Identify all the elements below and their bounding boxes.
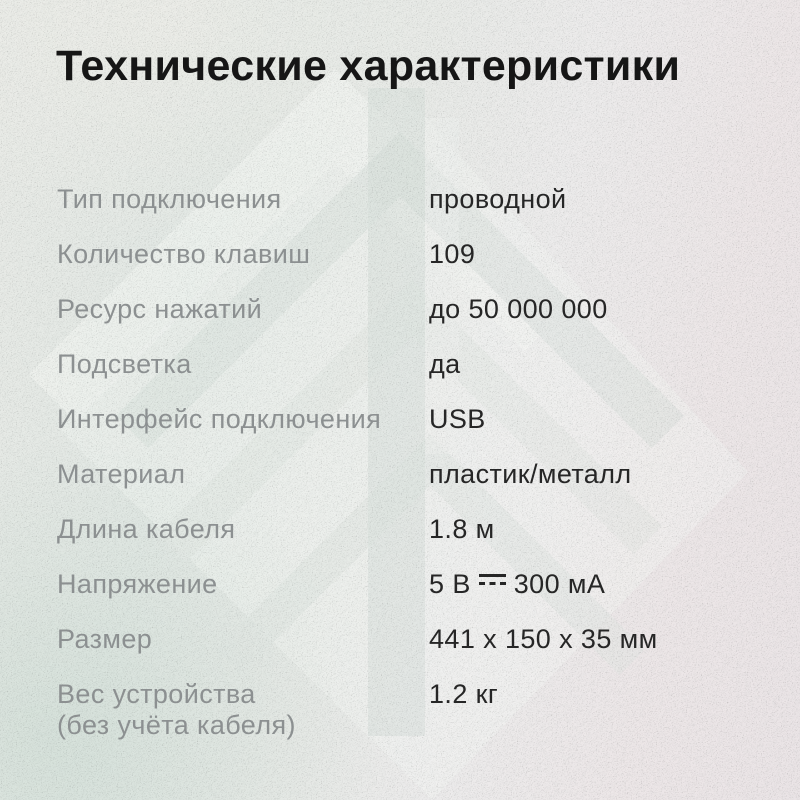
spec-value	[429, 569, 767, 600]
spec-label	[57, 679, 429, 741]
spec-value: пластик/металл	[429, 459, 632, 489]
spec-row-material	[57, 459, 767, 514]
spec-value: 441 х 150 х 35 мм	[429, 624, 658, 654]
spec-row-voltage	[57, 569, 767, 624]
spec-row-size	[57, 624, 767, 679]
spec-value: 109	[429, 239, 476, 269]
direct-current-icon	[479, 574, 506, 588]
spec-value: USB	[429, 404, 486, 434]
spec-row-interface	[57, 404, 767, 459]
spec-table	[57, 184, 767, 741]
spec-row-key-count	[57, 239, 767, 294]
spec-label: Напряжение	[57, 569, 218, 599]
spec-value: проводной	[429, 184, 567, 214]
spec-label: Интерфейс подключения	[57, 404, 382, 434]
spec-label: Материал	[57, 459, 186, 489]
voltage-value-prefix: 5 В	[429, 569, 471, 599]
spec-row-backlight	[57, 349, 767, 404]
spec-label: Размер	[57, 624, 153, 654]
weight-label-note: (без учёта кабеля)	[57, 710, 296, 740]
spec-label: Тип подключения	[57, 184, 282, 214]
spec-value: 1.2 кг	[429, 679, 499, 709]
spec-row-keystroke-lifespan	[57, 294, 767, 349]
spec-label: Ресурс нажатий	[57, 294, 263, 324]
spec-label: Длина кабеля	[57, 514, 236, 544]
spec-row-cable-length	[57, 514, 767, 569]
spec-label: Количество клавиш	[57, 239, 311, 269]
spec-value: 1.8 м	[429, 514, 495, 544]
voltage-value-suffix: 300 мА	[513, 569, 606, 599]
spec-row-connection-type	[57, 184, 767, 239]
page-title: Технические характеристики	[56, 42, 681, 90]
spec-label: Подсветка	[57, 349, 192, 379]
spec-value: до 50 000 000	[429, 294, 608, 324]
weight-label-line1: Вес устройства	[57, 679, 256, 709]
spec-row-weight	[57, 679, 767, 741]
spec-value: да	[429, 349, 461, 379]
